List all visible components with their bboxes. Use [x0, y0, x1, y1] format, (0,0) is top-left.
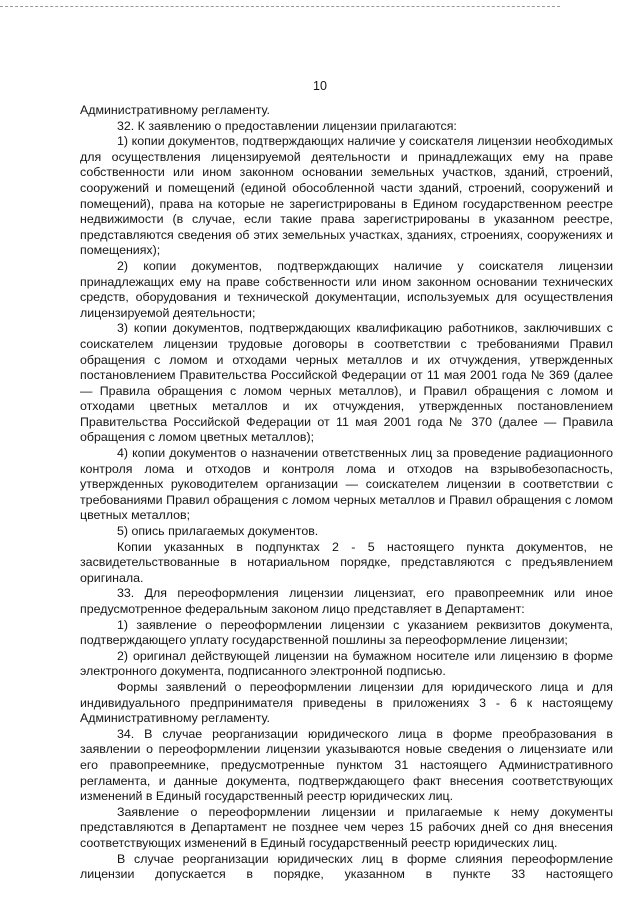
page-number: 10: [313, 79, 327, 93]
paragraph: 5) опись прилагаемых документов.: [117, 524, 319, 539]
document-body: [80, 103, 613, 883]
paragraph: Копии указанных в подпунктах 2 - 5 настоящего пункта документов, не засвидетельствованные в нотариальном порядке, представляются с предъявлением оригинала.: [80, 539, 613, 585]
paragraph: 34. В случае реорганизации юридического лица в форме преобразования в заявлении о переоформлении лицензии указываются новые сведения о лицензиате или его правопреемнике, предусмотренные пунктом 31 настоящего Административного регламента, и данные документа, подтверждающего факт внесения соответствующих изменений в Единый государственный реестр юридических лиц.: [80, 726, 613, 804]
paragraph: 33. Для переоформления лицензии лицензиат, его правопреемник или иное предусмотренное федеральным законом лицо представляет в Департамент:: [80, 586, 613, 616]
paragraph: 2) оригинал действующей лицензии на бумажном носителе или лицензию в форме электронного документа, подписанного электронной подписью.: [80, 648, 613, 679]
paragraph: 1) заявление о переоформлении лицензии с указанием реквизитов документа, подтверждающего уплату государственной пошлины за переоформление лицензии;: [80, 617, 613, 648]
scan-top-edge: [0, 6, 560, 7]
paragraph: Административному регламенту.: [80, 103, 270, 117]
paragraph: 3) копии документов, подтверждающих квалификацию работников, заключивших с соискателем лицензии трудовые договоры в соответствии с требованиями Правил обращения с ломом и отходами черных металлов и их отчуждения, утвержденных постановлением Правительства Российской Федерации от 11 мая 2001 года № 369 (далее — Правила обращения с ломом черных металлов), и Правил обращения с ломом и отходами цветных металлов и их отчуждения, утвержденных постановлением Правительства Российской Федерации от 11 мая 2001 года № 370 (далее — Правила обращения с ломом цветных металлов);: [80, 321, 613, 445]
paragraph: В случае реорганизации юридических лиц в форме слияния переоформление лицензии допускается в порядке, указанном в пункте 33 настоящего: [80, 851, 613, 882]
paragraph: 4) копии документов о назначении ответственных лиц за проведение радиационного контроля лома и отходов и контроля лома и отходов на взрывобезопасность, утвержденных руководителем организации — соискателем лицензии в соответствии с требованиями Правил обращения с ломом черных металлов и Правил обращения с ломом цветных металлов;: [80, 446, 613, 523]
paragraph: Формы заявлений о переоформлении лицензии для юридического лица и для индивидуального предпринимателя приведены в приложениях 3 - 6 к настоящему Административному регламенту.: [80, 679, 613, 726]
paragraph: Заявление о переоформлении лицензии и прилагаемые к нему документы представляются в Департамент не позднее чем через 15 рабочих дней со дня внесения соответствующих изменений в Единый государственный реестр юридических лиц.: [80, 804, 613, 850]
paragraph: 1) копии документов, подтверждающих наличие у соискателя лицензии необходимых для осуществления лицензируемой деятельности и принадлежащих ему на праве собственности или ином законном основании земельных участков, зданий, строений, сооружений и помещений (единой обособленной части зданий, строений, сооружений и помещений), права на которые не зарегистрированы в Едином государственном реестре недвижимости (в случае, если такие права зарегистрированы в указанном реестре, представляются сведения об этих земельных участках, зданиях, строениях, сооружениях и помещениях);: [80, 134, 613, 258]
paragraph: 32. К заявлению о предоставлении лицензии прилагаются:: [117, 118, 457, 133]
paragraph: 2) копии документов, подтверждающих наличие у соискателя лицензии принадлежащих ему на праве собственности или ином законном основании технических средств, оборудования и технической документации, используемых для осуществления лицензируемой деятельности;: [80, 258, 613, 320]
